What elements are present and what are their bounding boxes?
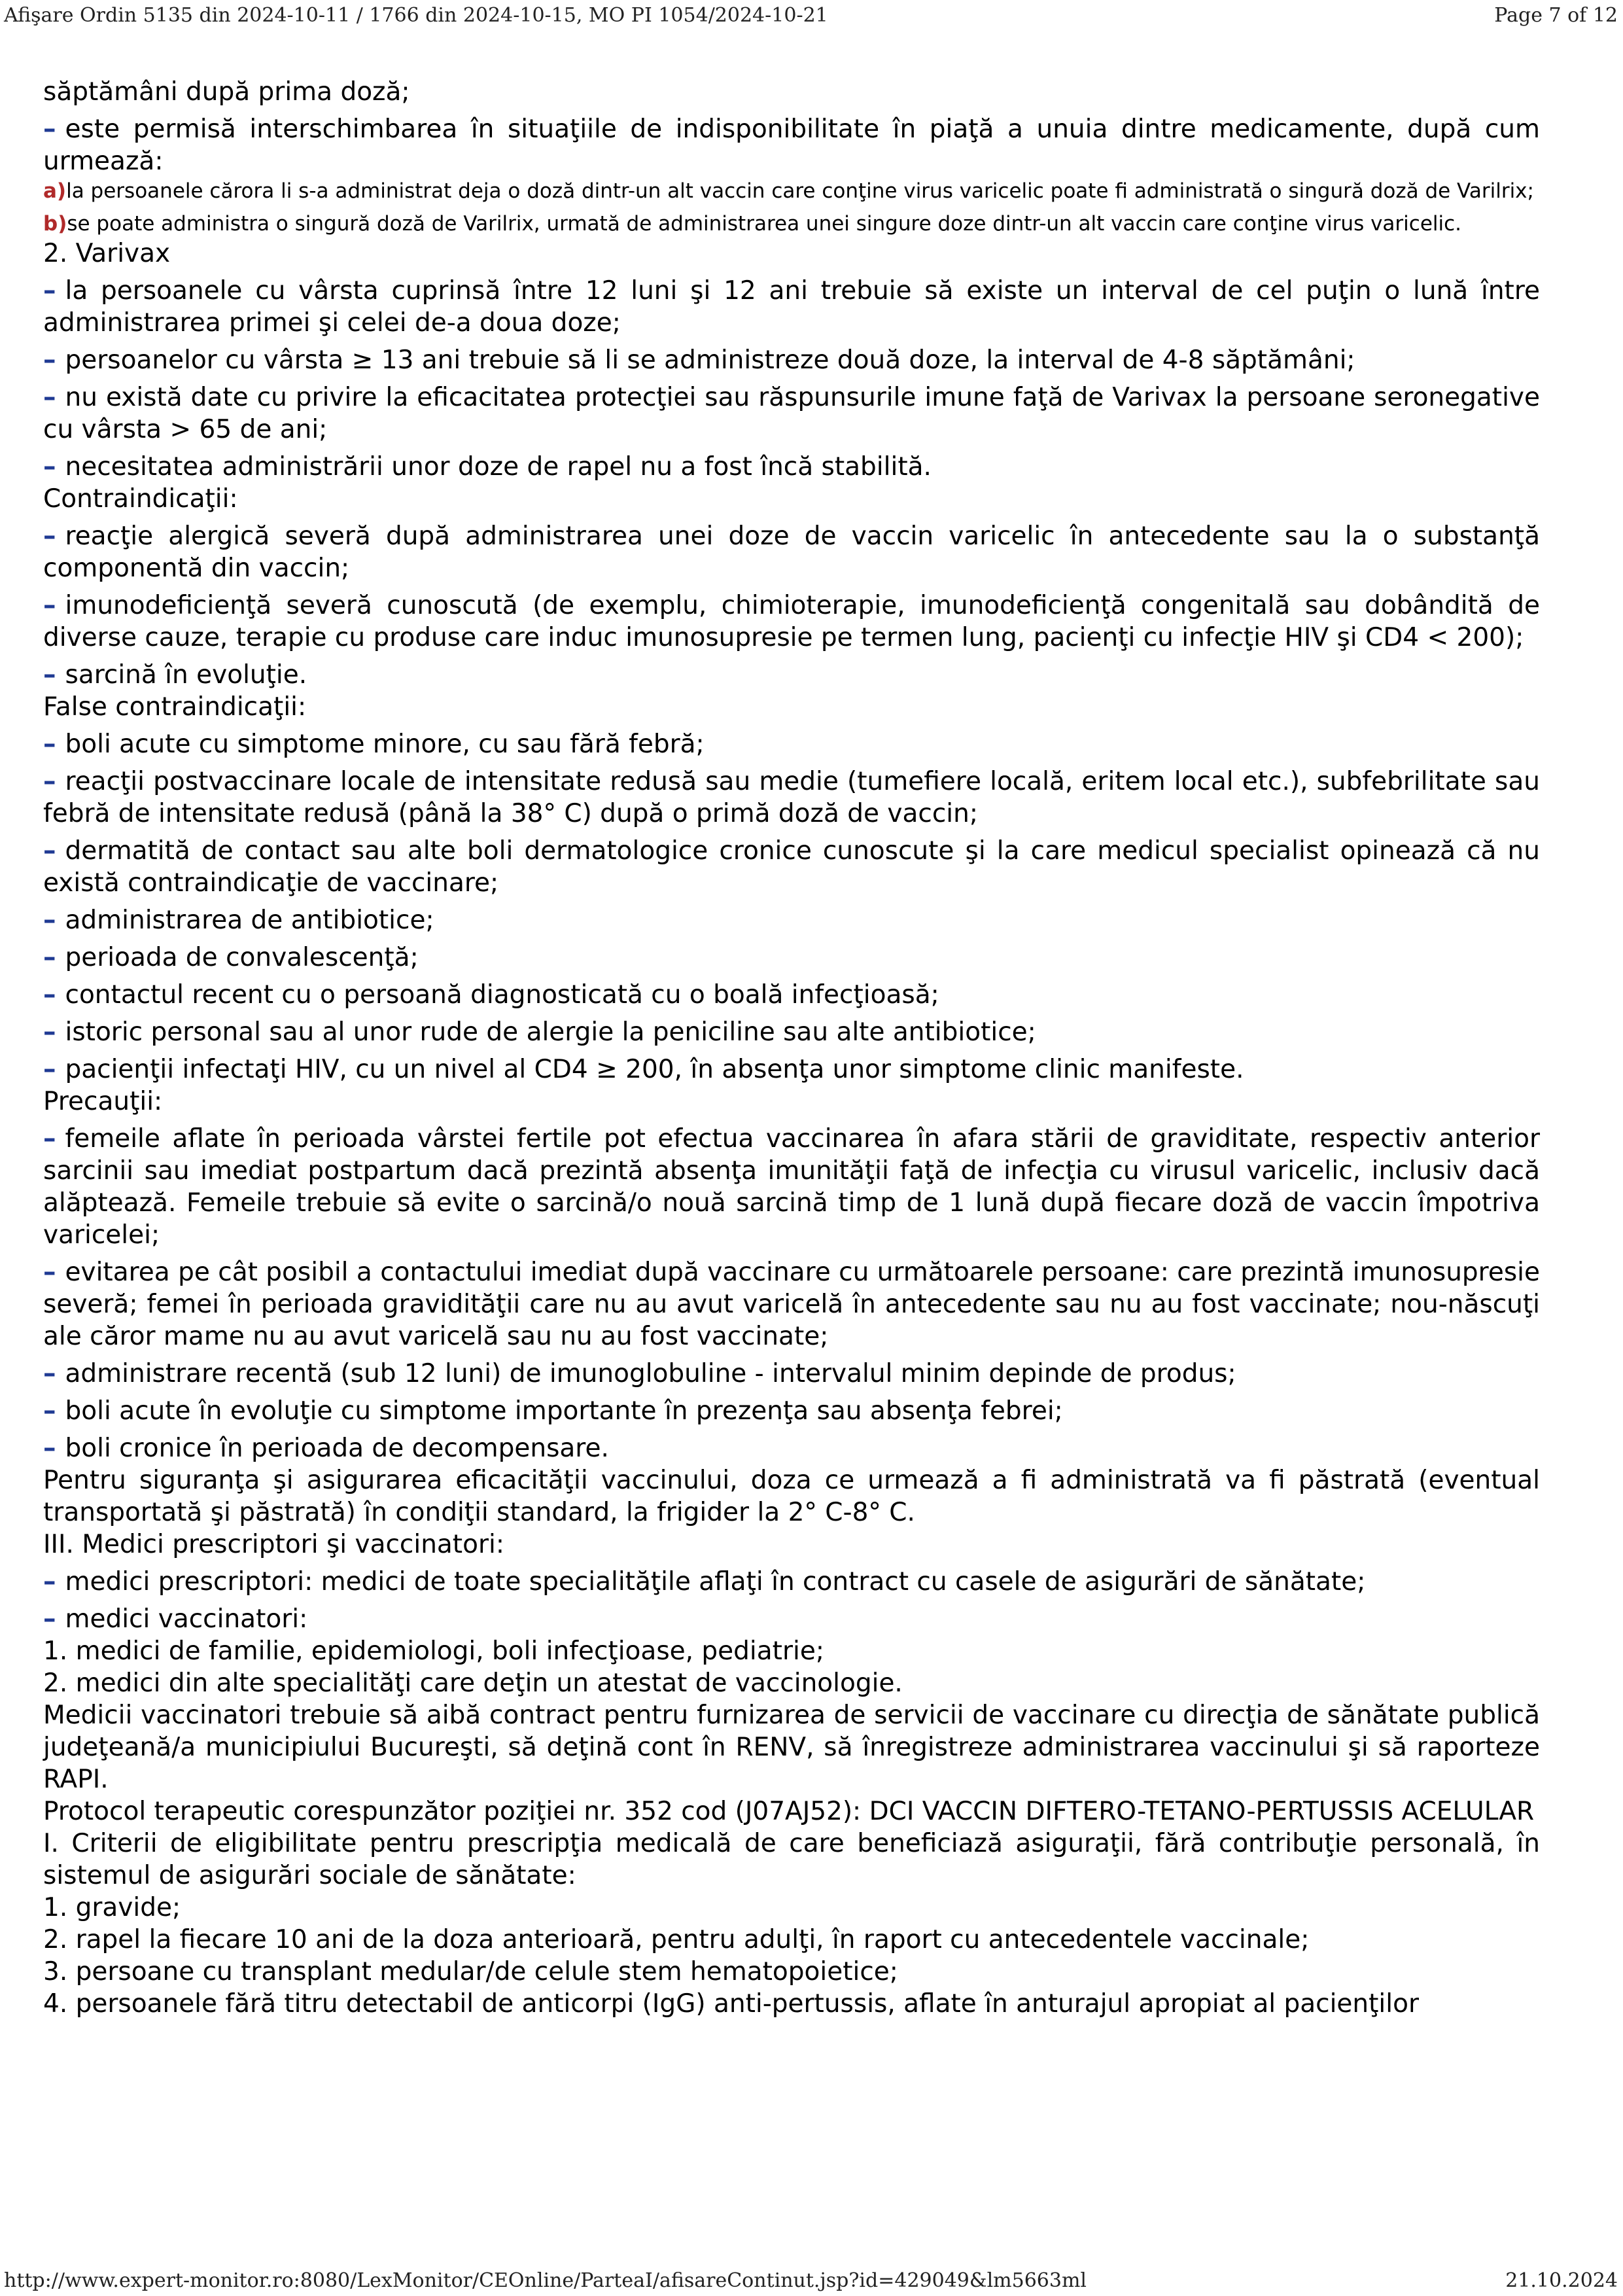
paragraph-text: săptămâni după prima doză;: [43, 77, 410, 107]
paragraph-text: boli acute în evoluţie cu simptome importante în prezenţa sau absenţa febrei;: [65, 1396, 1063, 1426]
paragraph: [43, 1988, 1540, 2020]
bullet-dash-icon: –: [43, 345, 56, 375]
source-url: http://www.expert-monitor.ro:8080/LexMonitor/CEOnline/ParteaI/afisareContinut.jsp?id=429049&lm5663ml: [4, 2269, 1087, 2292]
paragraph-text: Pentru siguranţa şi asigurarea eficacităţii vaccinului, doza ce urmează a fi administrată va fi păstrată (eventual transportată şi păstrată) în condiţii standard, la frigider la 2° C-8° C.: [43, 1466, 1540, 1527]
paragraph: [43, 1828, 1540, 1892]
paragraph-text: 1. medici de familie, epidemiologi, boli infecţioase, pediatrie;: [43, 1636, 824, 1666]
paragraph: [43, 1464, 1540, 1528]
paragraph-text: 2. Varivax: [43, 239, 171, 268]
paragraph-text: boli cronice în perioada de decompensare.: [65, 1434, 609, 1463]
paragraph-text: administrarea de antibiotice;: [65, 906, 434, 935]
bullet-paragraph: [43, 1432, 1540, 1464]
bullet-paragraph: [43, 728, 1540, 760]
bullet-dash-icon: –: [43, 276, 56, 306]
bullet-paragraph: [43, 1053, 1540, 1086]
bullet-paragraph: [43, 381, 1540, 446]
bullet-dash-icon: –: [43, 660, 56, 690]
print-date: 21.10.2024: [1505, 2269, 1618, 2292]
paragraph-text: persoanelor cu vârsta ≥ 13 ani trebuie să li se administreze două doze, la interval de 4-8 săptămâni;: [65, 345, 1355, 375]
paragraph: [43, 1892, 1540, 1924]
paragraph: [43, 1924, 1540, 1956]
paragraph-text: False contraindicaţii:: [43, 692, 307, 722]
paragraph-text: Precauţii:: [43, 1087, 163, 1116]
bullet-paragraph: [43, 1566, 1540, 1598]
bullet-paragraph: [43, 344, 1540, 376]
bullet-dash-icon: –: [43, 521, 56, 551]
paragraph-text: III. Medici prescriptori şi vaccinatori:: [43, 1530, 504, 1559]
paragraph-text: contactul recent cu o persoană diagnosticată cu o boală infecţioasă;: [65, 980, 939, 1010]
bullet-paragraph: [43, 979, 1540, 1011]
paragraph-text: sarcină în evoluţie.: [65, 660, 307, 690]
bullet-paragraph: [43, 1123, 1540, 1251]
bullet-paragraph: [43, 590, 1540, 654]
lettered-paragraph: [43, 210, 1540, 238]
paragraph-text: boli acute cu simptome minore, cu sau fără febră;: [65, 730, 705, 759]
paragraph-text: 2. medici din alte specialităţi care deţin un atestat de vaccinologie.: [43, 1669, 903, 1698]
paragraph-text: administrare recentă (sub 12 luni) de imunoglobuline - intervalul minim depinde de produs;: [65, 1359, 1236, 1388]
list-marker: a): [43, 179, 67, 203]
bullet-paragraph: [43, 1256, 1540, 1352]
paragraph: [43, 1635, 1540, 1667]
bullet-paragraph: [43, 1358, 1540, 1390]
bullet-paragraph: [43, 275, 1540, 339]
paragraph-text: este permisă interschimbarea în situaţiile de indisponibilitate în piaţă a unuia dintre medicamente, după cum urmează:: [43, 115, 1540, 176]
paragraph-text: 3. persoane cu transplant medular/de celule stem hematopoietice;: [43, 1957, 898, 1987]
bullet-dash-icon: –: [43, 836, 56, 866]
paragraph: [43, 691, 1540, 723]
paragraph: [43, 76, 1540, 108]
lettered-paragraph: [43, 177, 1540, 205]
bullet-paragraph: [43, 942, 1540, 974]
bullet-paragraph: [43, 835, 1540, 899]
list-marker: b): [43, 212, 67, 236]
paragraph-text: pacienţii infectaţi HIV, cu un nivel al CD4 ≥ 200, în absenţa unor simptome clinic manifeste.: [65, 1055, 1244, 1084]
paragraph: [43, 1086, 1540, 1118]
paragraph-text: Contraindicaţii:: [43, 484, 238, 514]
paragraph-text: I. Criterii de eligibilitate pentru prescripţia medicală de care beneficiază asiguraţii, fără contribuţie personală, în sistemul de asigurări sociale de sănătate:: [43, 1829, 1540, 1890]
paragraph-text: dermatită de contact sau alte boli dermatologice cronice cunoscute şi la care medicul specialist opinează că nu există contraindicaţie de vaccinare;: [43, 836, 1540, 898]
paragraph-text: 2. rapel la fiecare 10 ani de la doza anterioară, pentru adulţi, în raport cu antecedentele vaccinale;: [43, 1925, 1310, 1954]
paragraph-text: perioada de convalescenţă;: [65, 943, 419, 972]
paragraph: [43, 483, 1540, 515]
bullet-dash-icon: –: [43, 943, 56, 972]
bullet-paragraph: [43, 766, 1540, 830]
bullet-paragraph: [43, 520, 1540, 584]
bullet-paragraph: [43, 904, 1540, 936]
bullet-dash-icon: –: [43, 115, 56, 144]
paragraph: [43, 238, 1540, 270]
bullet-dash-icon: –: [43, 1567, 56, 1597]
paragraph-text: la persoanele cărora li s-a administrat deja o doză dintr-un alt vaccin care conţine virus varicelic poate fi administrată o singură doză de Varilrix;: [66, 179, 1534, 203]
bullet-dash-icon: –: [43, 1604, 56, 1634]
paragraph: [43, 1795, 1540, 1828]
paragraph-text: necesitatea administrării unor doze de rapel nu a fost încă stabilită.: [65, 452, 932, 482]
bullet-paragraph: [43, 113, 1540, 177]
paragraph-text: femeile aflate în perioada vârstei fertile pot efectua vaccinarea în afara stării de graviditate, respectiv anterior sarcinii sau imediat postpartum dacă prezintă absenţa imunităţii faţă de infecţia cu virusul varicelic, inclusiv dacă alăptează. Femeile trebuie să evite o sarcină/o nouă sarcină timp de 1 lună după fiecare doză de vaccin împotriva varicelei;: [43, 1124, 1540, 1250]
bullet-dash-icon: –: [43, 980, 56, 1010]
bullet-dash-icon: –: [43, 767, 56, 796]
paragraph-text: Protocol terapeutic corespunzător poziţiei nr. 352 cod (J07AJ52): DCI VACCIN DIFTERO-TETANO-PERTUSSIS ACELULAR: [43, 1797, 1535, 1826]
bullet-dash-icon: –: [43, 906, 56, 935]
bullet-paragraph: [43, 451, 1540, 483]
bullet-dash-icon: –: [43, 730, 56, 759]
paragraph: [43, 1667, 1540, 1699]
bullet-paragraph: [43, 1603, 1540, 1635]
bullet-dash-icon: –: [43, 591, 56, 620]
bullet-dash-icon: –: [43, 1124, 56, 1154]
paragraph-text: se poate administra o singură doză de Varilrix, urmată de administrarea unei singure doze dintr-un alt vaccin care conţine virus varicelic.: [67, 212, 1462, 236]
paragraph-text: reacţie alergică severă după administrarea unei doze de vaccin varicelic în antecedente sau la o substanţă componentă din vaccin;: [43, 521, 1540, 583]
bullet-dash-icon: –: [43, 1258, 56, 1287]
paragraph: [43, 1699, 1540, 1795]
paragraph-text: la persoanele cu vârsta cuprinsă între 12 luni şi 12 ani trebuie să existe un interval de cel puţin o lună între administrarea primei şi celei de-a doua doze;: [43, 276, 1540, 338]
bullet-paragraph: [43, 659, 1540, 691]
paragraph-text: istoric personal sau al unor rude de alergie la peniciline sau alte antibiotice;: [65, 1017, 1036, 1047]
bullet-dash-icon: –: [43, 452, 56, 482]
bullet-dash-icon: –: [43, 1017, 56, 1047]
bullet-paragraph: [43, 1016, 1540, 1048]
page-number: Page 7 of 12: [1494, 4, 1618, 27]
bullet-dash-icon: –: [43, 1055, 56, 1084]
document-body: [43, 76, 1540, 2020]
bullet-dash-icon: –: [43, 1396, 56, 1426]
bullet-dash-icon: –: [43, 383, 56, 412]
bullet-dash-icon: –: [43, 1359, 56, 1388]
paragraph-text: imunodeficienţă severă cunoscută (de exemplu, chimioterapie, imunodeficienţă congenitală sau dobândită de diverse cauze, terapie cu produse care induc imunosupresie pe termen lung, pacienţi cu infecţie HIV şi CD4 < 200);: [43, 591, 1540, 652]
paragraph-text: medici prescriptori: medici de toate specialităţile aflaţi în contract cu casele de asigurări de sănătate;: [65, 1567, 1366, 1597]
paragraph: [43, 1956, 1540, 1988]
paragraph: [43, 1528, 1540, 1561]
paragraph-text: medici vaccinatori:: [65, 1604, 308, 1634]
paragraph-text: 1. gravide;: [43, 1893, 181, 1922]
paragraph-text: 4. persoanele fără titru detectabil de anticorpi (IgG) anti-pertussis, aflate în anturajul apropiat al pacienţilor: [43, 1989, 1419, 2019]
paragraph-text: nu există date cu privire la eficacitatea protecţiei sau răspunsurile imune faţă de Varivax la persoane seronegative cu vârsta > 65 de ani;: [43, 383, 1540, 444]
paragraph-text: reacţii postvaccinare locale de intensitate redusă sau medie (tumefiere locală, eritem local etc.), subfebrilitate sau febră de intensitate redusă (până la 38° C) după o primă doză de vaccin;: [43, 767, 1540, 828]
print-header-title: Afişare Ordin 5135 din 2024-10-11 / 1766 din 2024-10-15, MO PI 1054/2024-10-21: [4, 4, 828, 27]
bullet-paragraph: [43, 1395, 1540, 1427]
paragraph-text: Medicii vaccinatori trebuie să aibă contract pentru furnizarea de servicii de vaccinare cu direcţia de sănătate publică judeţeană/a municipiului Bucureşti, să deţină cont în RENV, să înregistreze administrarea vaccinului şi să raporteze RAPI.: [43, 1701, 1540, 1794]
paragraph-text: evitarea pe cât posibil a contactului imediat după vaccinare cu următoarele persoane: care prezintă imunosupresie severă; femei în perioada gravidităţii care nu au avut varicelă în antecedente sau nu au fost vaccinate; nou-născuţi ale căror mame nu au avut varicelă sau nu au fost vaccinate;: [43, 1258, 1540, 1351]
bullet-dash-icon: –: [43, 1434, 56, 1463]
